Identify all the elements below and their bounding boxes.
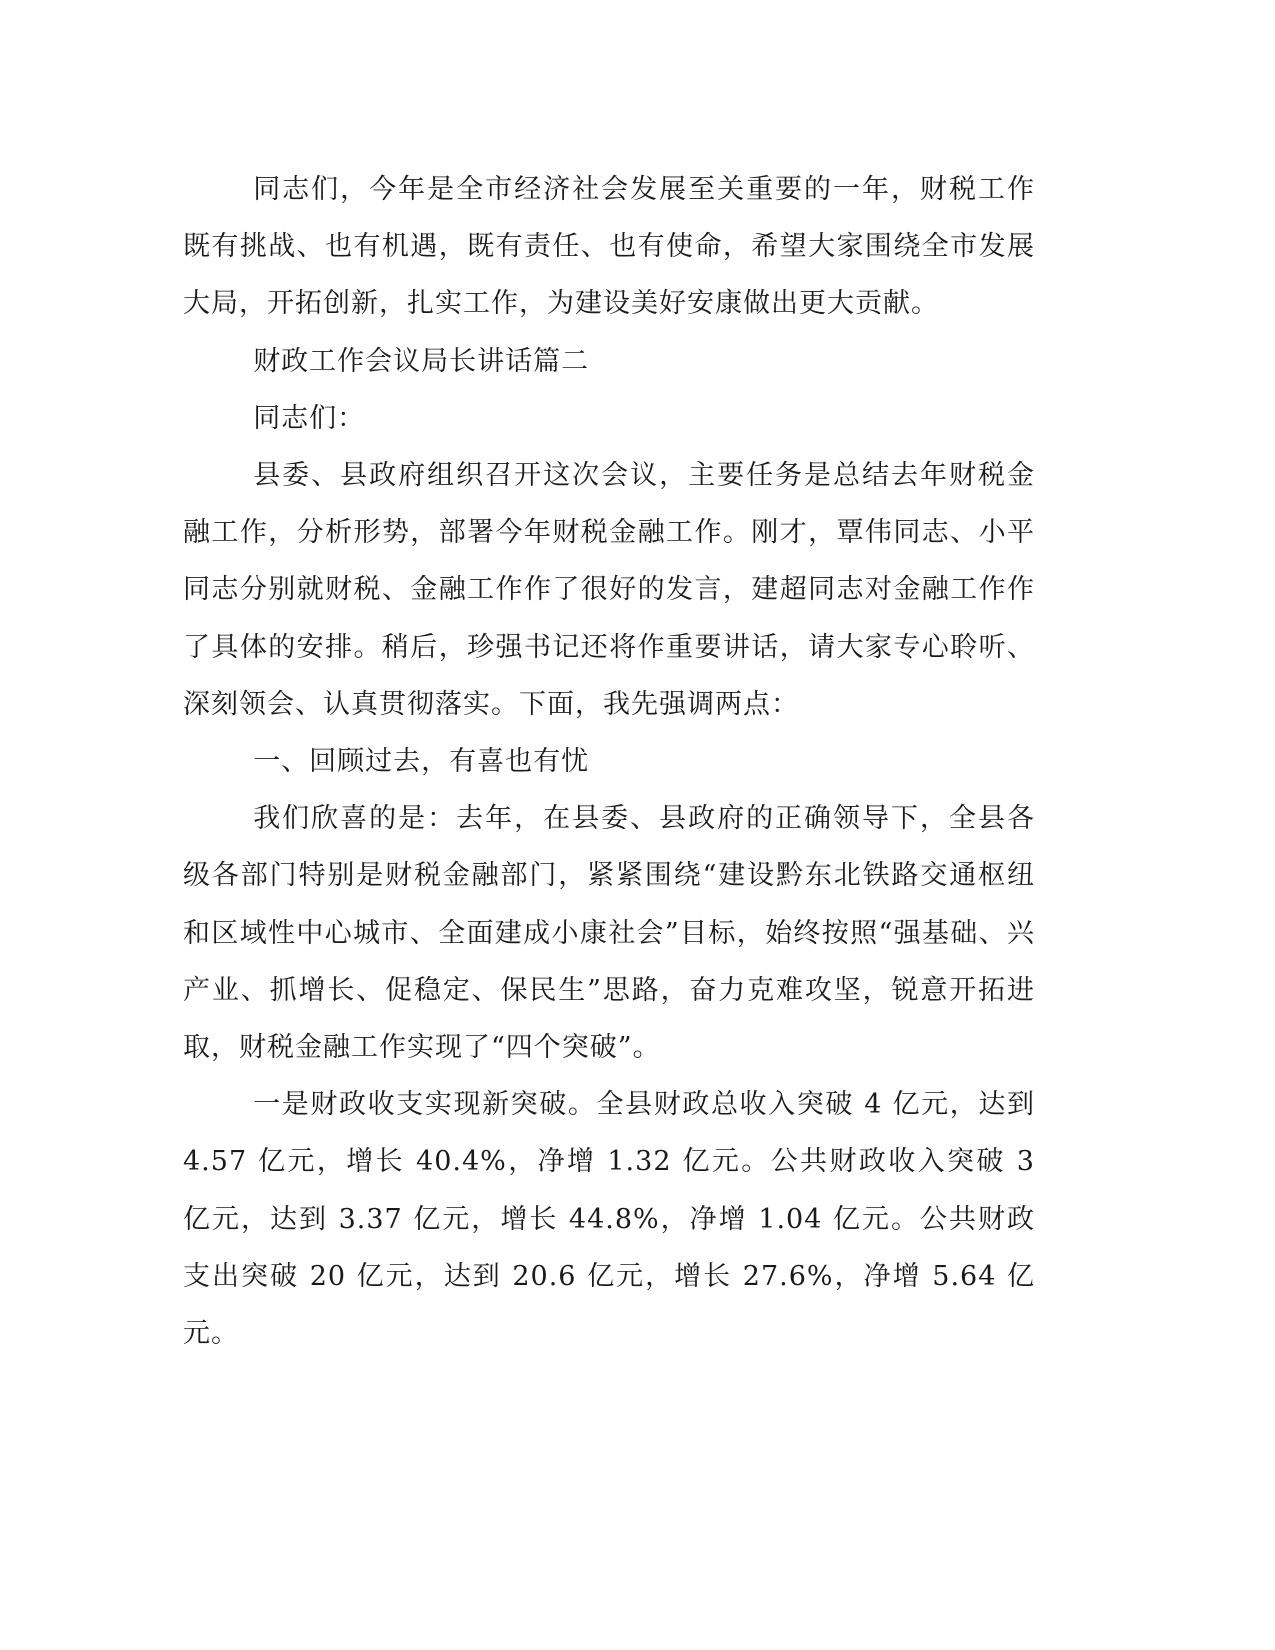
- subheading-review-past: 一、回顾过去，有喜也有忧: [253, 746, 590, 778]
- section-heading-part-two: 财政工作会议局长讲话篇二: [253, 345, 590, 377]
- paragraph-closing-remarks: 同志们，今年是全市经济社会发展至关重要的一年，财税工作既有挑战、也有机遇，既有责任、也有使命，希望大家围绕全市发展大局，开拓创新，扎实工作，为建设美好安康做出更大贡献。: [183, 174, 1035, 320]
- paragraph-achievements: 我们欣喜的是：去年，在县委、县政府的正确领导下，全县各级各部门特别是财税金融部门，紧紧围绕“建设黔东北铁路交通枢纽和区域性中心城市、全面建成小康社会”目标，始终按照“强基础、兴产业、抓增长、促稳定、保民生”思路，奋力克难攻坚，锐意开拓进取，财税金融工作实现了“四个突破”。: [183, 803, 1035, 1064]
- salutation: 同志们：: [253, 402, 366, 434]
- paragraph-fiscal-breakthrough: 一是财政收支实现新突破。全县财政总收入突破 4 亿元，达到 4.57 亿元，增长 40.4%，净增 1.32 亿元。公共财政收入突破 3 亿元，达到 3.37 亿元，增长 44.8%，净增 1.04 亿元。公共财政支出突破 20 亿元，达到 20.6 亿元，增长 27.6%，净增 5.64 亿元。: [183, 1089, 1035, 1350]
- document-body: [183, 161, 1035, 1362]
- paragraph-meeting-purpose: 县委、县政府组织召开这次会议，主要任务是总结去年财税金融工作，分析形势，部署今年财税金融工作。刚才，覃伟同志、小平同志分别就财税、金融工作作了很好的发言，建超同志对金融工作作了具体的安排。稍后，珍强书记还将作重要讲话，请大家专心聆听、深刻领会、认真贯彻落实。下面，我先强调两点：: [183, 460, 1035, 720]
